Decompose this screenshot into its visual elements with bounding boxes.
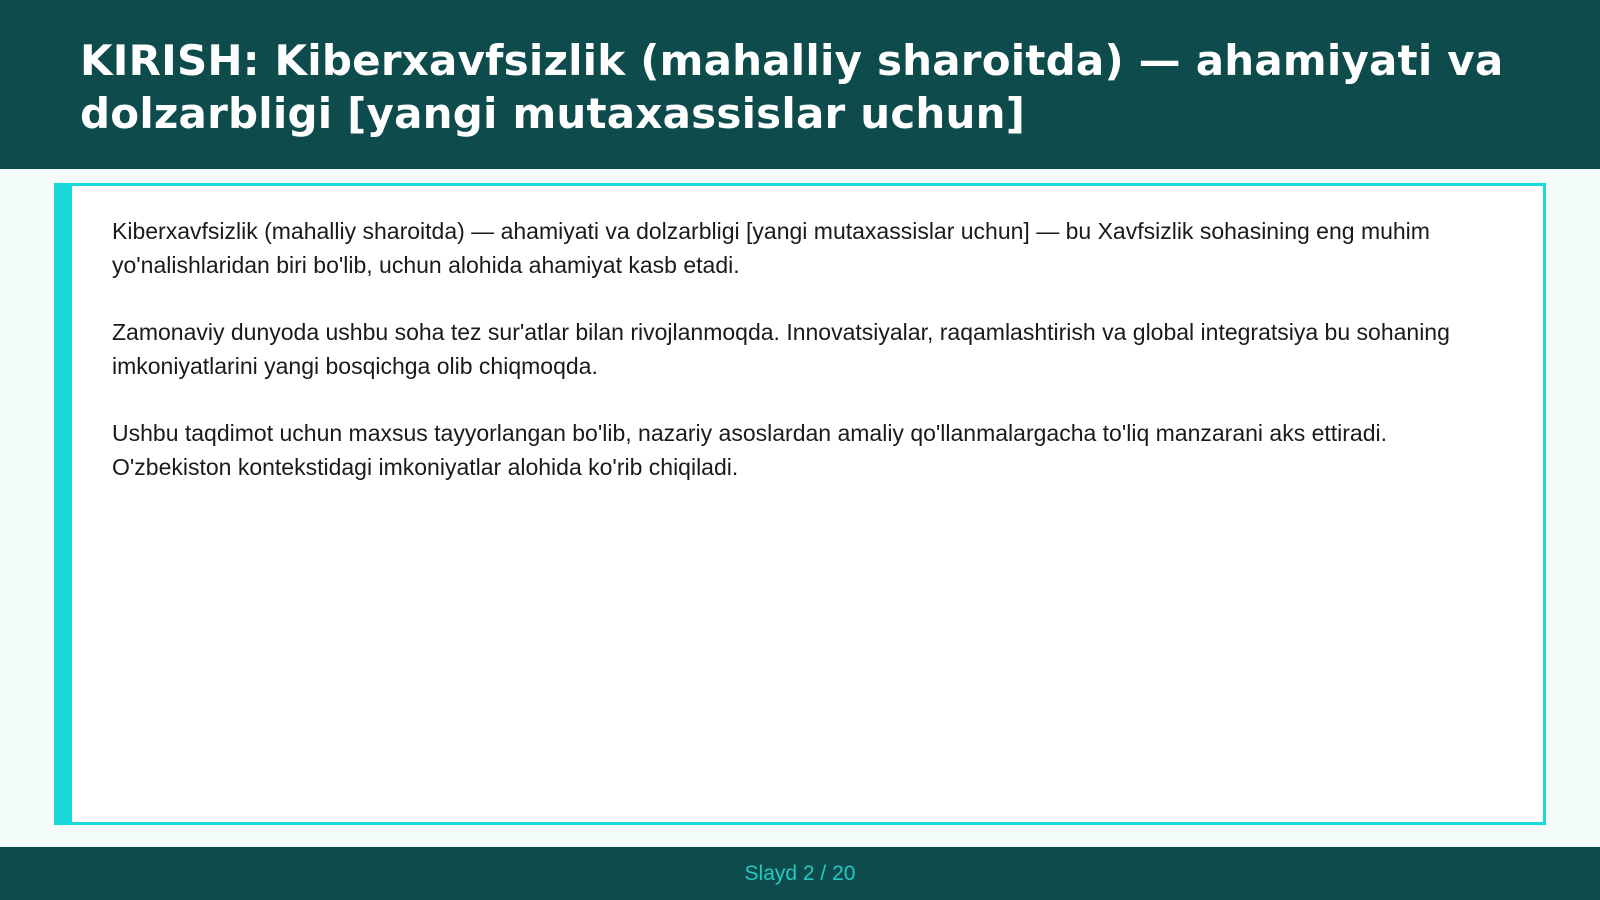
development-paragraph: Zamonaviy dunyoda ushbu soha tez sur'atlar bilan rivojlanmoqda. Innovatsiyalar, raqamlashtirish va global integratsiya bu sohaning imkoniyatlarini yangi bosqichga olib chiqmoqda.: [112, 319, 1450, 379]
intro-paragraph: Kiberxavfsizlik (mahalliy sharoitda) — ahamiyati va dolzarbligi [yangi mutaxassislar uchun] — bu Xavfsizlik sohasining eng muhim yo'nalishlaridan biri bo'lib, uchun alohida ahamiyat kasb etadi.: [112, 218, 1430, 278]
content-card: [54, 183, 1546, 825]
slide-header: [0, 0, 1600, 169]
slide-title: KIRISH: Kiberxavfsizlik (mahalliy sharoitda) — ahamiyati va dolzarbligi [yangi mutaxassislar uchun]: [80, 36, 1504, 138]
presentation-scope-paragraph: Ushbu taqdimot uchun maxsus tayyorlangan bo'lib, nazariy asoslardan amaliy qo'llanmalargacha to'liq manzarani aks ettiradi. O'zbekiston kontekstidagi imkoniyatlar alohida ko'rib chiqiladi.: [112, 420, 1388, 480]
slide-footer: [0, 847, 1600, 900]
slide-counter: Slayd 2 / 20: [744, 861, 856, 885]
content-text: [112, 214, 1495, 517]
